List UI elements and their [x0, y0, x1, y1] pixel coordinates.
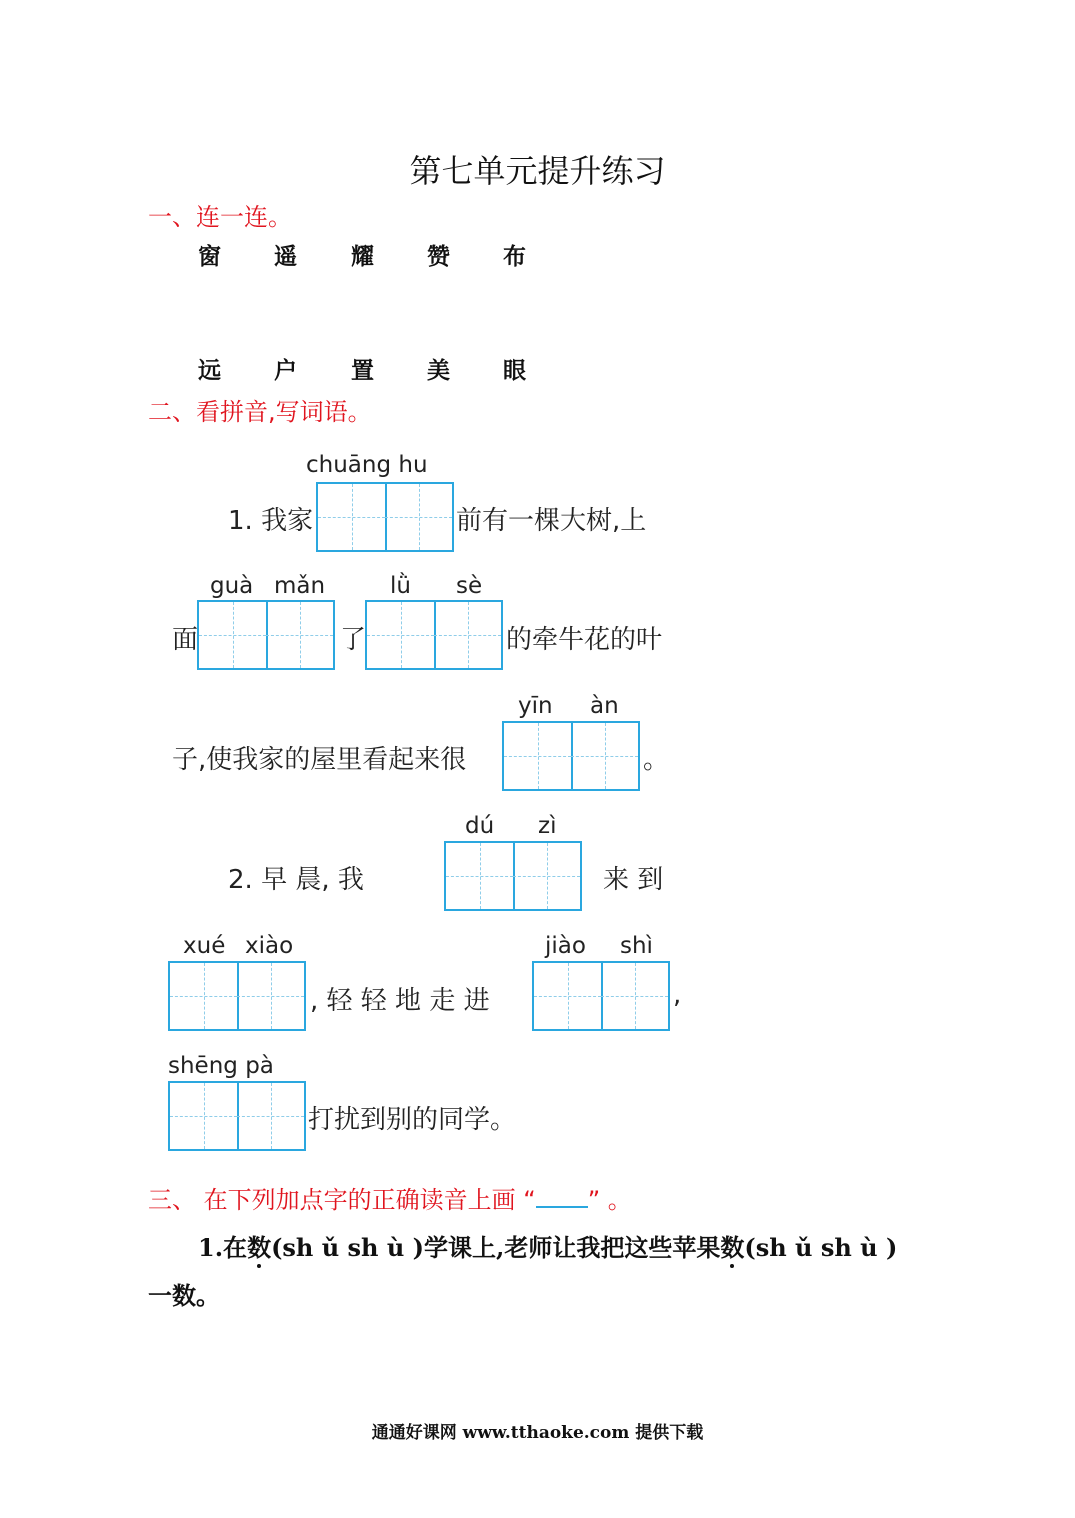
question3-line1 — [198, 1228, 897, 1263]
match-top-5: 布 — [503, 243, 526, 270]
q3-text-b[interactable]: (sh ǔ sh ù )学课上,老师让我把这些苹果 — [271, 1233, 721, 1262]
question3-line2: 一数。 — [148, 1281, 220, 1310]
pinyin-man: mǎn — [274, 573, 326, 599]
dotted-char-2: 数 — [720, 1233, 745, 1262]
sentence4-after: 来 到 — [603, 865, 664, 895]
section3-heading-b: ” 。 — [587, 1186, 632, 1214]
sentence3-prefix: 子,使我家的屋里看起来很 — [172, 745, 467, 775]
section3-heading-a: 三、 在下列加点字的正确读音上画 “ — [148, 1186, 536, 1214]
pinyin-du: dú — [465, 813, 495, 839]
page-title: 第七单元提升练习 — [409, 152, 666, 190]
section1-heading: 一、连一连。 — [148, 203, 292, 231]
pinyin-gua: guà — [210, 573, 254, 599]
pinyin-jiao: jiào — [545, 933, 586, 959]
match-bottom-4: 美 — [427, 357, 450, 384]
sentence2-mid: 了 — [340, 625, 367, 655]
pinyin-shi: shì — [620, 933, 653, 959]
pinyin-an: àn — [590, 693, 619, 719]
sentence2-after: 的牵牛花的叶 — [506, 625, 663, 655]
match-top-1: 窗 — [198, 243, 221, 270]
section2-heading: 二、看拼音,写词语。 — [148, 398, 372, 426]
writing-box-chuanghu[interactable] — [316, 482, 454, 552]
pinyin-se: sè — [456, 573, 483, 599]
sentence5-after: , — [673, 980, 682, 1010]
writing-box-shengpa[interactable] — [168, 1081, 306, 1151]
match-top-3: 耀 — [351, 243, 374, 270]
writing-box-jiaoshi[interactable] — [532, 961, 670, 1031]
match-bottom-1: 远 — [198, 357, 221, 384]
sentence6-after: 打扰到别的同学。 — [308, 1105, 517, 1135]
sentence1-after: 前有一棵大树,上 — [456, 506, 647, 536]
section3-heading — [148, 1180, 632, 1215]
match-top-2: 遥 — [274, 243, 297, 270]
writing-box-duzi[interactable] — [444, 841, 582, 911]
pinyin-lu: lǜ — [390, 573, 411, 599]
pinyin-chuanghu: chuāng hu — [306, 452, 428, 478]
match-bottom-5: 眼 — [503, 357, 526, 384]
sentence3-after: 。 — [643, 745, 670, 775]
underline-sample — [536, 1188, 588, 1208]
pinyin-xue: xué — [183, 933, 226, 959]
dotted-char-1: 数 — [247, 1233, 272, 1262]
q3-text-c[interactable]: (sh ǔ sh ù ) — [744, 1233, 898, 1262]
sentence5-mid: , 轻 轻 地 走 进 — [310, 986, 490, 1016]
match-bottom-3: 置 — [351, 357, 374, 384]
match-top-4: 赞 — [427, 243, 450, 270]
writing-box-guaman[interactable] — [197, 600, 335, 670]
sentence1-prefix: 1. 我家 — [228, 506, 314, 536]
pinyin-xiao: xiào — [245, 933, 294, 959]
pinyin-yin: yīn — [518, 693, 553, 719]
match-bottom-2: 户 — [274, 357, 297, 384]
pinyin-zi: zì — [538, 813, 557, 839]
sentence4-prefix: 2. 早 晨, 我 — [228, 865, 364, 895]
writing-box-luse[interactable] — [365, 600, 503, 670]
writing-box-xuexiao[interactable] — [168, 961, 306, 1031]
writing-box-yinan[interactable] — [502, 721, 640, 791]
pinyin-shengpa: shēng pà — [168, 1053, 274, 1079]
q3-text-a: 1.在 — [198, 1233, 248, 1262]
sentence2-prefix: 面 — [172, 625, 199, 655]
footer-text: 通通好课网 www.tthaoke.com 提供下载 — [371, 1423, 704, 1443]
